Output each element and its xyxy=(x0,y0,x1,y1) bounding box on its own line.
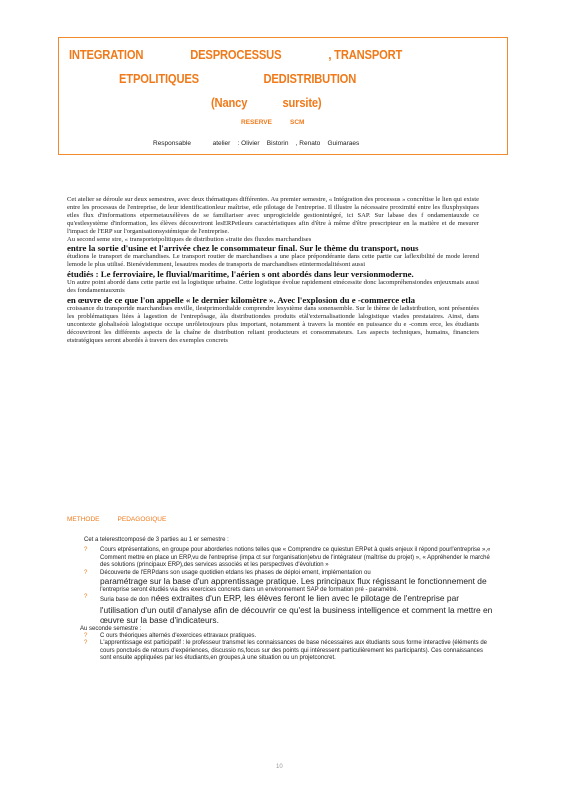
paragraph-2b: entre la sortie d'usine et l'arrivée chez le consommateur final. Sur le thème du transport, nous xyxy=(67,243,419,254)
second-semester-label: Au seconde semestre : xyxy=(80,625,142,632)
title-line-3: (Nancy sursite) xyxy=(211,95,322,110)
bullet-icon: ? xyxy=(84,569,88,576)
responsible-line: Responsable atelier : Olivier Bistorin , Renato Guimaraes xyxy=(153,140,360,147)
bullet-icon: ? xyxy=(84,633,88,640)
methods-section xyxy=(80,537,494,663)
paragraph-2a: Au second seme stre, « transportetpolitiques de distribution »traite des fluxdes marchandises xyxy=(67,235,312,243)
methods-title: METHODE PEDAGOGIQUE xyxy=(67,516,167,523)
bullet-icon: ? xyxy=(84,547,88,554)
bullet-icon: ? xyxy=(84,640,88,647)
paragraph-2c: étudions le transport de marchandises. Le transport routier de marchandises a une place prépondérante dans cette partie car laflexibilité de mode lerend lemode le plus utilisé. Bienévidemment, lesautres modes de transports de marchandises etintermodalitésont aussi xyxy=(67,253,479,269)
bullet-2b-text: paramétrage sur la base d'un apprentissage pratique. Les principaux flux régissant le fonctionnement de xyxy=(100,576,487,587)
list-item xyxy=(84,547,494,569)
paragraph-1: Cet atelier se déroule sur deux semestres, avec deux thématiques différentes. Au premier semestre, « Intégration des processus » concrétise le lien qui existe entre les processus de l'entreprise, de leur identificationleur maîtrise, etle pilotage de l'entreprise. Il illustre la nécessaire proximité entre les fluxphysiques etles flux d'informations etpermetauxélèves de se familiariser avec unprogicielde gestionintégré, ici SAP. Sur labase des f ondamentauxde ce qu'estlesystème d'information, les élèves découvriront lesERPetleurs caractéristiques afin d'être à même d'être prescripteur en la matière et de mesurer l'impact de l'ERP sur l'organisationsystémique de l'entreprise. xyxy=(67,196,479,235)
reserve-label: RESERVE SCM xyxy=(241,119,305,126)
list-item xyxy=(84,594,494,625)
title-line-2: ETPOLITIQUES DEDISTRIBUTION xyxy=(119,71,357,86)
bullet-2c-text: l'entreprise seront étudiés via des exercices concrets dans un environnement SAP de formation pré - paramétré. xyxy=(100,586,399,593)
bullet-2a-text: Découverte de l'ERPdans son usage quotidien etdans les phases de déploi ement, implémentation ou xyxy=(100,569,371,576)
paragraph-2f: en œuvre de ce que l'on appelle « le dernier kilomètre ». Avec l'explosion du e -commerce etla xyxy=(67,295,416,306)
paragraph-2d: étudiés : Le ferroviaire, le fluvial/maritime, l'aérien s ont abordés dans leur versionmoderne. xyxy=(67,269,414,280)
list-item xyxy=(84,570,494,595)
bullet-icon: ? xyxy=(84,594,88,601)
bullet-3a-text: Suria base de don xyxy=(100,597,149,604)
paragraph-2g: croissance du transportde marchandises enville, ilestprimordialde comprendre lesystème dans sonensemble. Sur le thème de ladistribution, sont présentées les problématiques liées à lagestion de l'entrepôsage, àla distributiondes produits etàl'externalisationde lalogistique viades prestataires. Ainsi, dans uncontexte globaliséoù lalogistique occupe unrôletoujours plus important, notamment à travers la montée en puissance du e -comm erce, les étudiants découvriront les différents aspects de la chaîne de distribution reliant producteurs et consommateurs. Les aspects techniques, humains, financiers etstratégiques seront abordés à travers des exemples concrets xyxy=(67,305,479,344)
bullet-3b-text: nées extraites d'un ERP, les élèves feront le lien avec le pilotage de l'entreprise par l'utilisation d'un outil d'analyse afin de découvrir ce qu'est la business intelligence et comment la mettre en œuvre sur la base d'indicateurs. xyxy=(100,593,493,625)
bullet-5-text: L'apprentissage est participatif : le professeur transmet les connaissances de base nécessaires aux étudiants sous forme interactive (éléments de cours ponctués de retours d'expériences, discussio ns,focus sur des points qui intéressent particulièrement les participants). Ces connaissances sont ensuite appliquées par les étudiants,en groupes,à une situation ou un projetconcret. xyxy=(100,640,488,662)
methods-intro: Cet a teleresttcomposé de 3 parties au 1 er semestre : xyxy=(84,537,229,543)
paragraph-2e: Un autre point abordé dans cette partie est la logistique urbaine. Cette logistique évolue rapidement etnécessite donc lacompréhensiondes enjeuxmais aussi des fondamentauxmis xyxy=(67,279,479,295)
header-box xyxy=(58,37,508,155)
title-line-1: INTEGRATION DESPROCESSUS , TRANSPORT xyxy=(69,47,403,62)
bullet-1-text: Cours etprésentations, en groupe pour aborderles notions telles que « Comprendre ce quiestun ERPet à quels enjeux il répond pourl'entreprise »,« Comment mettre en place un ERP,vu de l'entreprise (impa ct sur l'organisation)etvu de l'intégrateur (maîtrise du projet) », « Appréhender le marché des solutions (principaux ERP),des services associés et les perspectives d'évolution » xyxy=(100,547,491,569)
bullet-4-text: C ours théoriques alternés d'exercices ettravaux pratiques. xyxy=(100,633,257,640)
list-item xyxy=(84,633,494,640)
list-item xyxy=(84,640,494,662)
page-number: 10 xyxy=(276,764,283,770)
body-text xyxy=(67,196,479,345)
